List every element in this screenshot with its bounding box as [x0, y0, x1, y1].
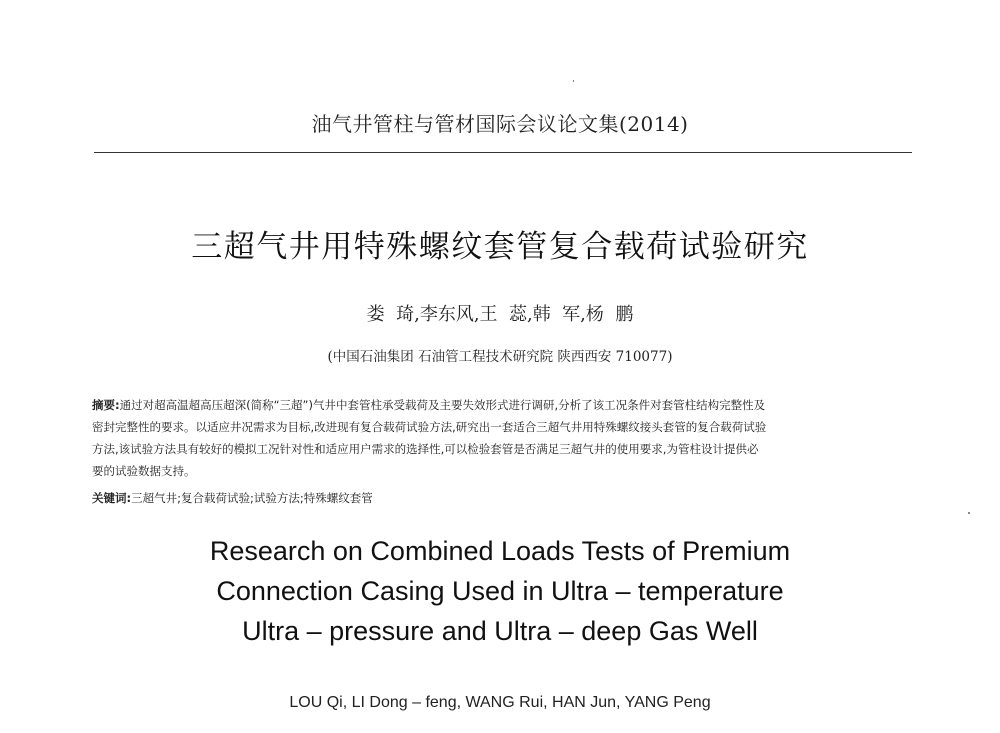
- english-title-line: Connection Casing Used in Ultra – temperature: [216, 576, 784, 606]
- keywords-text: 三超气井;复合载荷试验;试验方法;特殊螺纹套管: [131, 491, 373, 505]
- chinese-affiliation: (中国石油集团 石油管工程技术研究院 陕西西安 710077): [327, 349, 673, 365]
- chinese-authors: 娄 琦,李东风,王 蕊,韩 军,杨 鹏: [366, 304, 634, 325]
- abstract-line: [92, 394, 914, 416]
- abstract-line: 方法,该试验方法具有较好的模拟工况针对性和适应用户需求的选择性,可以检验套管是否满足三超气井的使用要求,为管柱设计提供必: [92, 442, 759, 456]
- scan-speck: [573, 80, 574, 82]
- chinese-abstract: [92, 394, 914, 482]
- abstract-line: 密封完整性的要求。以适应井况需求为目标,改进现有复合载荷试验方法,研究出一套适合三超气井用特殊螺纹接头套管的复合载荷试验: [92, 420, 767, 434]
- abstract-line: 要的试验数据支持。: [92, 464, 196, 478]
- english-title: [100, 531, 900, 651]
- abstract-label: 摘要:: [92, 398, 120, 412]
- chinese-title: 三超气井用特殊螺纹套管复合载荷试验研究: [191, 229, 809, 265]
- abstract-text: 通过对超高温超高压超深(简称“三超”)气井中套管柱承受载荷及主要失效形式进行调研,分析了该工况条件对套管柱结构完整性及: [119, 398, 766, 412]
- english-title-line: Research on Combined Loads Tests of Premium: [209, 536, 791, 566]
- english-authors: LOU Qi, LI Dong – feng, WANG Rui, HAN Jun, YANG Peng: [289, 694, 711, 711]
- header-divider: [94, 152, 912, 153]
- chinese-keywords: [92, 490, 914, 506]
- english-title-line: Ultra – pressure and Ultra – deep Gas Well: [242, 616, 758, 646]
- keywords-label: 关键词:: [92, 491, 132, 505]
- journal-header: 油气井管柱与管材国际会议论文集(2014): [311, 112, 689, 136]
- scan-speck: [968, 512, 970, 514]
